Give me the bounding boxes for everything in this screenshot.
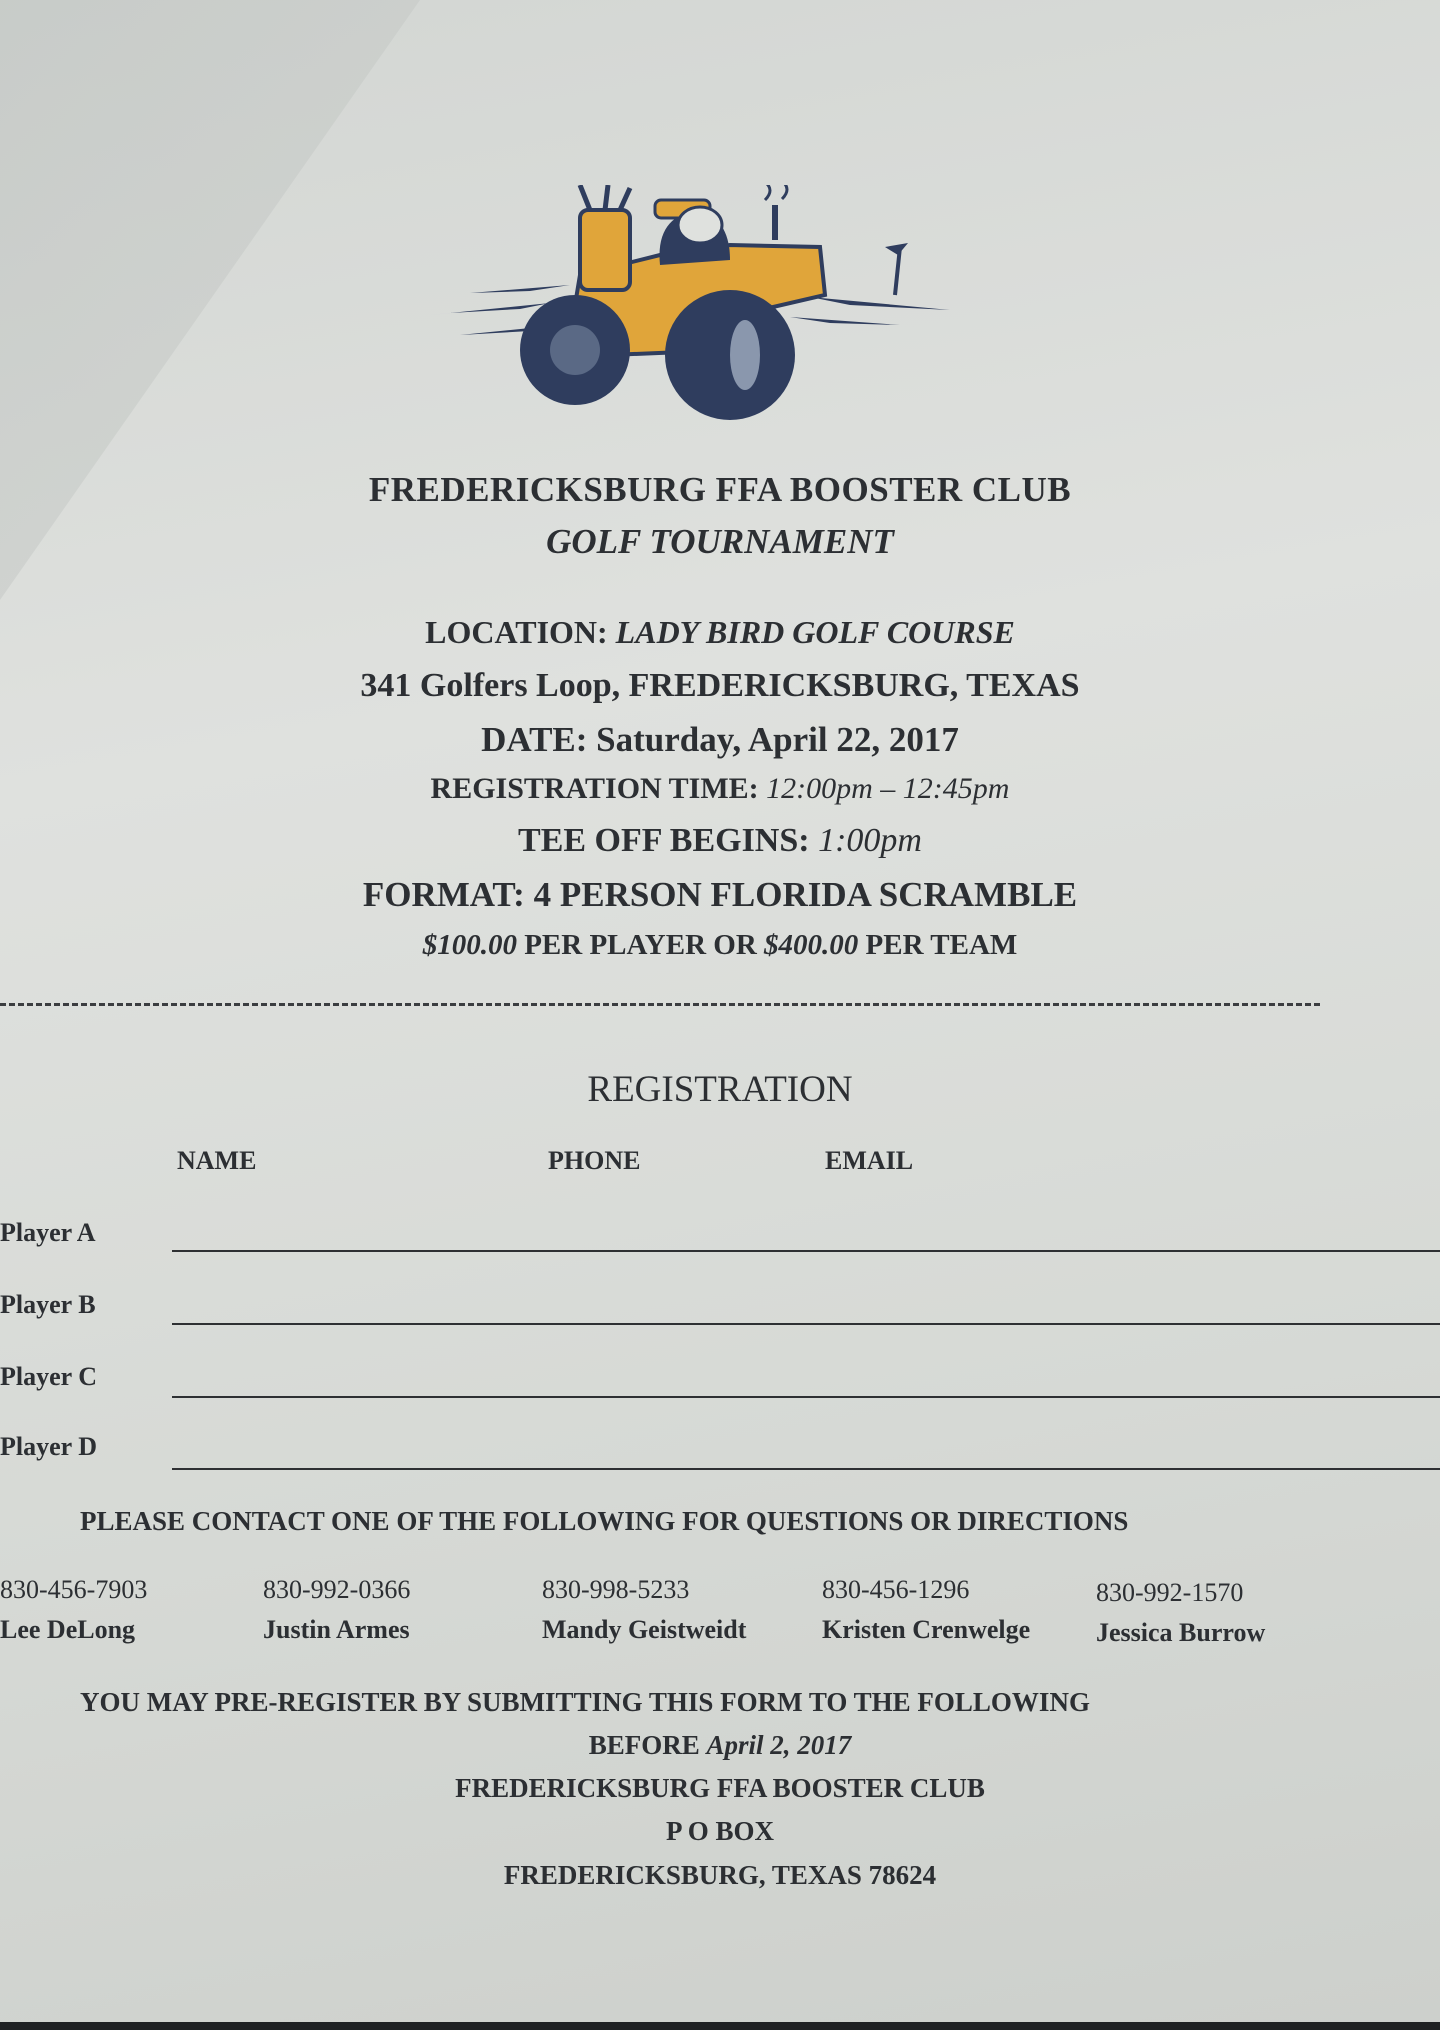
registration-time-value: 12:00pm – 12:45pm: [766, 772, 1010, 805]
tee-off-line: [0, 822, 1440, 860]
registration-title: REGISTRATION: [587, 1069, 853, 1110]
tee-off-value: 1:00pm: [818, 822, 922, 859]
deadline-label: BEFORE: [588, 1730, 700, 1760]
player-a-label: Player A: [0, 1218, 96, 1247]
player-d-field[interactable]: [172, 1468, 1440, 1470]
contact-name: Justin Armes: [263, 1615, 410, 1644]
contact-phone: 830-992-0366: [263, 1575, 411, 1604]
deadline-date: April 2, 2017: [706, 1730, 852, 1760]
player-a-field[interactable]: [172, 1250, 1440, 1252]
format-line: FORMAT: 4 PERSON FLORIDA SCRAMBLE: [362, 875, 1078, 914]
organization-title: FREDERICKSBURG FFA BOOSTER CLUB: [368, 470, 1072, 509]
price-end-text: PER TEAM: [865, 929, 1018, 961]
event-subtitle: GOLF TOURNAMENT: [546, 522, 894, 561]
contact-phone: 830-998-5233: [542, 1575, 690, 1604]
column-email: EMAIL: [825, 1146, 914, 1175]
location-label: LOCATION:: [425, 614, 608, 650]
contact-heading: PLEASE CONTACT ONE OF THE FOLLOWING FOR QUESTIONS OR DIRECTIONS: [80, 1506, 1129, 1536]
contact-card: [822, 1575, 1030, 1645]
contact-card: [263, 1575, 410, 1645]
price-per-team: $400.00: [764, 929, 859, 961]
price-line: [0, 929, 1440, 962]
contact-phone: 830-456-1296: [822, 1575, 970, 1604]
golfer-on-tractor-logo: [430, 185, 970, 425]
contact-phone: 830-992-1570: [1096, 1578, 1244, 1607]
column-phone: PHONE: [548, 1146, 641, 1175]
paper-fold-shadow: [0, 0, 420, 600]
contact-card: [1096, 1578, 1265, 1648]
dashed-cut-line: [0, 1003, 1320, 1006]
location-value: LADY BIRD GOLF COURSE: [615, 614, 1015, 650]
table-edge: [0, 2022, 1440, 2030]
mailing-city: FREDERICKSBURG, TEXAS 78624: [503, 1860, 937, 1890]
contact-card: [542, 1575, 746, 1645]
contact-name: Mandy Geistweidt: [542, 1615, 747, 1644]
mailing-org: FREDERICKSBURG FFA BOOSTER CLUB: [455, 1773, 985, 1803]
registration-time-line: [0, 772, 1440, 806]
tee-off-label: TEE OFF BEGINS:: [518, 822, 810, 859]
date-line: DATE: Saturday, April 22, 2017: [481, 720, 959, 759]
mailing-pobox: P O BOX: [665, 1816, 774, 1846]
player-d-label: Player D: [0, 1432, 97, 1461]
player-c-field[interactable]: [172, 1396, 1440, 1398]
contact-name: Lee DeLong: [0, 1615, 136, 1644]
registration-time-label: REGISTRATION TIME:: [430, 772, 759, 805]
contact-card: [0, 1575, 147, 1645]
player-c-label: Player C: [0, 1362, 97, 1391]
player-b-field[interactable]: [172, 1323, 1440, 1325]
address-line: 341 Golfers Loop, FREDERICKSBURG, TEXAS: [360, 667, 1080, 704]
contact-name: Kristen Crenwelge: [822, 1615, 1031, 1644]
player-b-label: Player B: [0, 1290, 96, 1319]
price-per-player: $100.00: [422, 929, 517, 961]
preregister-instruction: YOU MAY PRE-REGISTER BY SUBMITTING THIS FORM TO THE FOLLOWING: [80, 1687, 1090, 1717]
column-name: NAME: [177, 1146, 257, 1175]
contact-name: Jessica Burrow: [1096, 1618, 1266, 1647]
contact-phone: 830-456-7903: [0, 1575, 148, 1604]
location-line: [0, 614, 1440, 651]
price-middle-text: PER PLAYER OR: [524, 929, 757, 961]
preregister-deadline: [0, 1730, 1440, 1761]
